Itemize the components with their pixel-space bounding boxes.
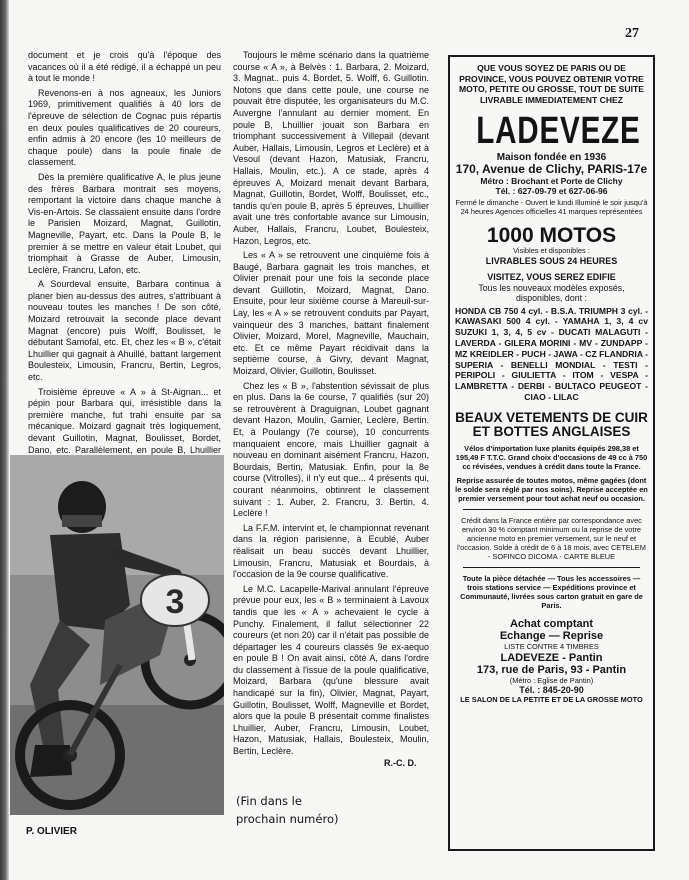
article-paragraph: Le M.C. Lacapelle-Marival annulant l'épreuve prévue pour eux, les « B » terminaient à Lavoux tandis que les « A » achevaient le cycle à Punchy. Finalement, il fallut sélectionner 22 coureurs (et non 20) car il n'était pas possible de départager les 4 coureurs classés 9e ex-aequo en poule B ! On avait ainsi, côté A, dans l'ordre du classement à l'issue de la poule qualificative, Moizard, Barbara (qu'une blessure avait handicapé sur la fin), Olivier, Magnat, Payart, Guillotin, Boulisset, Wolff, Magneville et Bordet, alors que la poule B présentait comme finalistes Lhuillier, Auber, Francru, Limousin, Loubet, Hazon, Matusiak, Hallais, Boulesteix, Moulin, Bertin, Leclère.: [233, 583, 429, 757]
ad-motos-headline: 1000 MOTOS: [486, 223, 617, 247]
ad-list: LISTE CONTRE 4 TIMBRES: [504, 641, 599, 651]
article-paragraph: Troisième épreuve « A » à St-Aignan... et pépin pour Barbara qui, irrésistible dans la première manche, fut trahi ensuite par sa mécanique. Moizard gagnait très logiquement, devant Guillotin, Magnat, Boulisset, Bordet, Dano, etc. Parallèlement, en poule B, Lhuillier: [28, 386, 221, 455]
ad-trade-in: Reprise assurée de toutes motos, même gagées (dont le solde sera réglé par nos soins). Reprise acceptée en premier versement pour tout achat neuf ou occasion.: [455, 475, 648, 503]
article-paragraph: Toujours le même scénario dans la quatrième course « A », à Belvès : 1. Barbara, 2. Moizard, 3. Magnat.. puis 4. Bordet, 5. Wolff, 6. Guillotin. Notons que dans cette poule, une course ne pouvait être disputée, les organisateurs du M.C. Auvergne l'annulant au dernier moment. En poule B, Lhuillier jouait son Barbara en triomphant successivement à Villepail (devant Auber, Hallais, Limousin, Legros et Leclère) et à Vesoul (devant Hazon, Matusiak, Francru, Hallais, Moulin, etc.). A ce stade, après 4 épreuves A, Moizard menait devant Barbara, Magnat, Guillotin, Bordet, Wolff, Boulisset, etc., tandis qu'en poule B, après 5 épreuves, Lhuillier avait une très confortable avance sur Limousin, Auber, Hallais, Francru, Loubet, Boulesteix, Hazon, Legros, etc.: [233, 50, 429, 246]
ad-visit: VISITEZ, VOUS SEREZ EDIFIE: [487, 271, 616, 282]
number-plate-digit: 3: [165, 583, 185, 621]
article-paragraph: La F.F.M. intervint et, le championnat revenant dans la région parisienne, à Ecublé, Auber réalisait un beau succès devant Lhuillier, Limousin, Francru, Matusiak et Bourdais, à l'occasion de la 9e course qualificative.: [233, 522, 429, 580]
ad-leather-headline: BEAUX VETEMENTS DE CUIR ET BOTTES ANGLAISES: [455, 409, 648, 439]
article-paragraph: Dès la première qualificative A, le plus jeune des frères Barbara montrait ses moyens, remportant la victoire dans chaque manche à Vis-en-Artois. Se classaient ensuite dans l'ordre le Parisien Moizard, Magnat, Guillotin, Magneville, Payart, etc. Dans la Poule B, le premier à se mettre en valeur était Loubet, qui triomphait à Grasse de Auber, Limousin, Leclère, Francru, Lafon, etc.: [28, 171, 221, 275]
ad-slogan: LE SALON DE LA PETITE ET DE LA GROSSE MOTO: [460, 695, 643, 705]
ad-address: 170, Avenue de Clichy, PARIS-17e: [455, 162, 648, 177]
ad-pantin-phone: Tél. : 845-20-90: [519, 685, 584, 696]
article-paragraph: A Sourdeval ensuite, Barbara continua à planer bien au-dessus des autres, s'attribuant à nouveau toutes les manches ! De son côté, Moizard retrouvait la seconde place devant Magnat (encore) puis Wolff, Boulisset, le débutant Samofal, etc. Et, chez les « B », c'était Lhuillier qui gagnait à Ahuillé, battant largement Boulesteix, Limousin, Francru, Bertin, Legros, etc.: [28, 279, 221, 383]
ad-metro: Métro : Brochant et Porte de Clichy: [480, 176, 623, 187]
article-paragraph: document et je crois qu'à l'époque des vacances où il a été rédigé, il a échappé un peu à tout le monde !: [28, 50, 221, 84]
ad-hours: Fermé le dimanche - Ouvert le lundi Illuminé le soir jusqu'à 24 heures Agences officielles 41 marques représentées: [455, 198, 648, 217]
ad-exchange: Echange — Reprise: [499, 630, 604, 643]
ad-import-bikes: Vélos d'importation luxe planits équipés 298,38 et 195,49 F T.T.C. Grand choix d'occasions de 49 cc à 750 cc révisées, vendues à crédit dans toute la France.: [455, 443, 648, 471]
binding-edge: [0, 0, 9, 880]
ad-intro: QUE VOUS SOYEZ DE PARIS OU DE PROVINCE, VOUS POUVEZ OBTENIR VOTRE MOTO, PETITE OU GROSSE, TOUT DE SUITE LIVRABLE IMMEDIATEMENT CHEZ: [459, 63, 644, 105]
ladeveze-advertisement: [448, 55, 655, 851]
ad-pantin-address: 173, rue de Paris, 93 - Pantin: [476, 664, 627, 677]
ad-parts: Toute la pièce détachée — Tous les accessoires — trois stations service — Expéditions province et Communauté, livrées sous carton gratuit en gare de Paris.: [460, 573, 643, 610]
article-paragraph: Revenons-en à nos agneaux, les Juniors 1969, primitivement qualifiés à 40 lors de l'épreuve de sélection de Cognac puis répartis en deux poules qualificatives de 20 coureurs, enfin admis à 20 encore (les 10 meilleurs de chaque poule) dans la poule finale de classement.: [28, 87, 221, 168]
ad-brand-list: HONDA CB 750 4 cyl. - B.S.A. TRIUMPH 3 cyl. - KAWASAKI 500 4 cyl. - YAMAHA 1, 3, 4 cv SUZUKI 1, 3, 4, 5 cv - DUCATI MALAGUTI - LAVERDA - GILERA MORINI - MV - ZUNDAPP - MZ KREIDLER - PUCH - JAWA - CZ FLANDRIA - SUPERIA - BENELLI MONDIAL - TESTI - PERIPOLI - GIULIETTA - ITOM - VESPA - LAMBRETTA - DERBI - BULTACO PEUGEOT - CIAO - LILAC: [455, 305, 648, 402]
ad-phone: Tél. : 627-09-79 et 627-06-96: [495, 186, 608, 197]
ad-founded: Maison fondée en 1936: [496, 152, 607, 164]
author-signature: R.-C. D.: [384, 758, 417, 768]
ad-pantin-brand: LADEVEZE - Pantin: [500, 651, 603, 664]
article-paragraph: Chez les « B », l'abstention sévissait de plus en plus. Dans la 6e course, 7 qualifiés (sur 20) se retrouvèrent à Draguignan, Loubet gagnant devant Hazon, Moulin, Garnier, Leclère, Bertin. Et, à Poulangy (7e course), 10 concurrents manquaient encore, mais Lhuillier gagnait à nouveau en dominant aisément Francru, Hazon, Bourdais, Bertin, Matusiak. Enfin, pour la 8e course (Vitrolles), il n'y eut que... 4 présents qui, courant néanmoins, obtinrent le classement suivant : 1. Auber, 2. Francru, 3. Bertin, 4. Leclère !: [233, 380, 429, 519]
ad-pantin-metro: (Métro : Eglise de Pantin): [509, 675, 594, 685]
ad-visible: Visibles et disponibles :: [513, 245, 590, 255]
page-number: 27: [625, 26, 639, 41]
article-column-middle: [233, 50, 429, 761]
article-column-left: [28, 50, 221, 482]
ad-cash-title: Achat comptant: [509, 617, 594, 630]
ad-delivery: LIVRABLES SOUS 24 HEURES: [485, 255, 618, 266]
ad-divider: [463, 509, 640, 510]
ad-credit: Crédit dans la France entière par correspondance avec environ 30 % comptant minimum ou la reprise de votre ancienne moto en premier versement, sur le neuf et l'occasion. Solde à crédit de 6 à 18 mois, avec CETELEM - SOFINCO DICOMA - CARTE BLEUE: [457, 515, 646, 561]
ad-new-models: Tous les nouveaux modèles exposés, disponibles, dont :: [478, 282, 625, 304]
ad-brand: LADEVEZE: [476, 110, 641, 153]
photo-caption: P. OLIVIER: [26, 826, 77, 837]
motocross-rider-illustration: [10, 455, 224, 815]
ad-divider: [463, 567, 640, 568]
rider-photo: [10, 455, 224, 815]
continued-note: (Fin dans le prochain numéro): [236, 794, 339, 826]
article-paragraph: Les « A » se retrouvent une cinquième fois à Baugé, Barbara gagnait les trois manches, et Olivier prenait pour une fois la seconde place devant Guillotin, Moizard, Magnat, Dano. Ensuite, pour leur sixième course à Mareuil-sur-Lay, les « A » se retrouvent conduits par Payart, vainqueur des 3 manches, battant finalement Olivier, Moizard, Morel, Magneville, Mauchain, etc. Et ce même Payart récidivait dans la septième course, à Givry, devant Magnat, Moizard, Olivier, Guillotin, Boulisset.: [233, 250, 429, 377]
